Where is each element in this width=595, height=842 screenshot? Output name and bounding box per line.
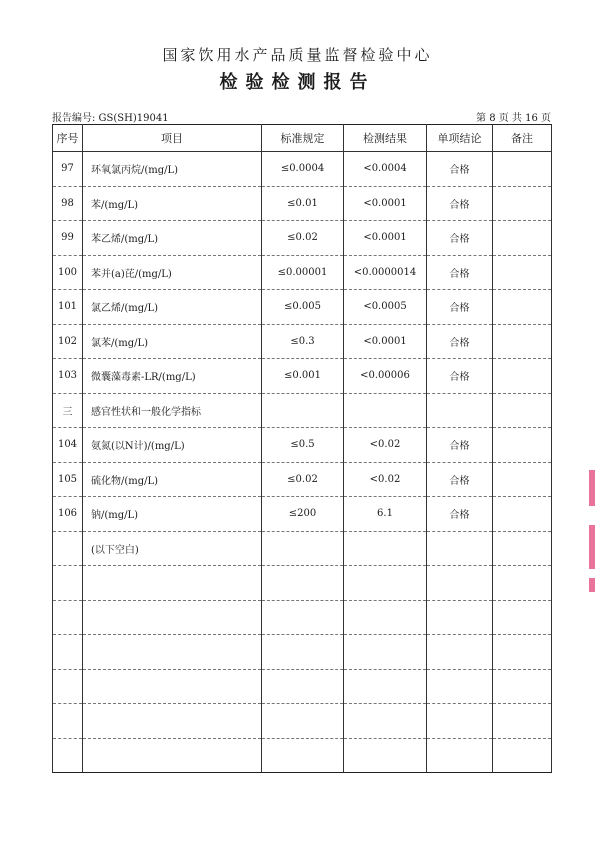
- cell-no: [53, 566, 83, 601]
- cell-result: 6.1: [344, 497, 427, 532]
- cell-no: 100: [53, 255, 83, 290]
- cell-item: 氨氮(以N计)/(mg/L): [83, 428, 262, 463]
- col-header-standard: 标准规定: [262, 125, 344, 152]
- seal-edge-fragment: [589, 470, 595, 506]
- cell-no: [53, 531, 83, 566]
- cell-no: 101: [53, 290, 83, 325]
- cell-no: 105: [53, 462, 83, 497]
- cell-remark: [493, 600, 552, 635]
- cell-remark: [493, 566, 552, 601]
- cell-remark: [493, 221, 552, 256]
- table-row: [53, 669, 552, 704]
- cell-result: [344, 738, 427, 773]
- cell-item: 苯/(mg/L): [83, 186, 262, 221]
- cell-conclusion: 合格: [427, 462, 493, 497]
- cell-conclusion: [427, 738, 493, 773]
- cell-item: 钠/(mg/L): [83, 497, 262, 532]
- cell-standard: [262, 738, 344, 773]
- seal-edge-fragment: [589, 578, 595, 592]
- table-row: [53, 255, 552, 290]
- cell-no: 98: [53, 186, 83, 221]
- cell-result: [344, 393, 427, 428]
- cell-item: [83, 669, 262, 704]
- cell-standard: ≤0.00001: [262, 255, 344, 290]
- cell-result: [344, 669, 427, 704]
- table-row: [53, 497, 552, 532]
- table-row: [53, 152, 552, 187]
- cell-conclusion: 合格: [427, 324, 493, 359]
- cell-remark: [493, 669, 552, 704]
- col-header-conclusion: 单项结论: [427, 125, 493, 152]
- table-row: [53, 738, 552, 773]
- cell-conclusion: [427, 393, 493, 428]
- table-row: [53, 566, 552, 601]
- cell-result: <0.0001: [344, 324, 427, 359]
- cell-standard: ≤0.005: [262, 290, 344, 325]
- cell-remark: [493, 462, 552, 497]
- cell-standard: [262, 669, 344, 704]
- cell-remark: [493, 704, 552, 739]
- cell-result: [344, 566, 427, 601]
- cell-conclusion: 合格: [427, 428, 493, 463]
- cell-standard: ≤0.02: [262, 221, 344, 256]
- cell-remark: [493, 393, 552, 428]
- table-row: [53, 600, 552, 635]
- report-number: 报告编号: GS(SH)19041: [52, 113, 169, 124]
- col-header-remark: 备注: [493, 125, 552, 152]
- cell-conclusion: [427, 531, 493, 566]
- cell-conclusion: [427, 566, 493, 601]
- cell-standard: [262, 704, 344, 739]
- table-row: [53, 393, 552, 428]
- cell-conclusion: 合格: [427, 221, 493, 256]
- cell-no: 99: [53, 221, 83, 256]
- cell-standard: [262, 393, 344, 428]
- table-row: [53, 635, 552, 670]
- table-row: [53, 221, 552, 256]
- table-row: [53, 704, 552, 739]
- cell-item: 硫化物/(mg/L): [83, 462, 262, 497]
- cell-standard: ≤0.3: [262, 324, 344, 359]
- table-row: [53, 324, 552, 359]
- cell-conclusion: 合格: [427, 290, 493, 325]
- cell-result: [344, 531, 427, 566]
- col-header-no: 序号: [53, 125, 83, 152]
- cell-standard: [262, 600, 344, 635]
- cell-item: [83, 738, 262, 773]
- cell-conclusion: 合格: [427, 359, 493, 394]
- col-header-item: 项目: [83, 125, 262, 152]
- cell-conclusion: [427, 600, 493, 635]
- cell-remark: [493, 324, 552, 359]
- cell-item: 苯乙烯/(mg/L): [83, 221, 262, 256]
- cell-standard: [262, 635, 344, 670]
- cell-remark: [493, 497, 552, 532]
- table-row: [53, 531, 552, 566]
- cell-standard: ≤0.0004: [262, 152, 344, 187]
- cell-no: [53, 600, 83, 635]
- cell-remark: [493, 186, 552, 221]
- cell-standard: [262, 531, 344, 566]
- cell-item: (以下空白): [83, 531, 262, 566]
- cell-standard: ≤200: [262, 497, 344, 532]
- cell-no: [53, 635, 83, 670]
- page-indicator: 第 8 页 共 16 页: [476, 113, 551, 124]
- cell-no: [53, 669, 83, 704]
- cell-no: 104: [53, 428, 83, 463]
- cell-item: [83, 704, 262, 739]
- cell-no: 103: [53, 359, 83, 394]
- cell-conclusion: [427, 669, 493, 704]
- cell-conclusion: 合格: [427, 497, 493, 532]
- cell-remark: [493, 531, 552, 566]
- cell-no: 三: [53, 393, 83, 428]
- cell-no: [53, 704, 83, 739]
- cell-no: 97: [53, 152, 83, 187]
- cell-result: <0.02: [344, 462, 427, 497]
- table-row: [53, 290, 552, 325]
- cell-remark: [493, 290, 552, 325]
- cell-result: <0.02: [344, 428, 427, 463]
- document-title: 检验检测报告: [219, 72, 376, 93]
- cell-conclusion: [427, 635, 493, 670]
- cell-item: [83, 600, 262, 635]
- cell-remark: [493, 428, 552, 463]
- table-row: [53, 186, 552, 221]
- cell-remark: [493, 152, 552, 187]
- cell-standard: ≤0.001: [262, 359, 344, 394]
- cell-item: 氯乙烯/(mg/L): [83, 290, 262, 325]
- table-row: [53, 462, 552, 497]
- org-name: 国家饮用水产品质量监督检验中心: [162, 46, 433, 64]
- table-header-row: [53, 125, 552, 152]
- col-header-result: 检测结果: [344, 125, 427, 152]
- cell-item: [83, 566, 262, 601]
- cell-no: 106: [53, 497, 83, 532]
- cell-item: 环氧氯丙烷/(mg/L): [83, 152, 262, 187]
- cell-result: <0.0001: [344, 221, 427, 256]
- results-table: [52, 124, 552, 773]
- cell-standard: ≤0.01: [262, 186, 344, 221]
- cell-conclusion: 合格: [427, 255, 493, 290]
- cell-result: <0.0005: [344, 290, 427, 325]
- seal-edge-fragment: [589, 525, 595, 569]
- cell-item: 微囊藻毒素-LR/(mg/L): [83, 359, 262, 394]
- table-body: [53, 152, 552, 773]
- cell-item: [83, 635, 262, 670]
- cell-item: 感官性状和一般化学指标: [83, 393, 262, 428]
- cell-standard: ≤0.02: [262, 462, 344, 497]
- table-row: [53, 428, 552, 463]
- cell-result: <0.0000014: [344, 255, 427, 290]
- cell-remark: [493, 255, 552, 290]
- cell-standard: [262, 566, 344, 601]
- cell-conclusion: 合格: [427, 152, 493, 187]
- cell-result: [344, 635, 427, 670]
- cell-conclusion: [427, 704, 493, 739]
- cell-remark: [493, 359, 552, 394]
- cell-result: <0.0004: [344, 152, 427, 187]
- cell-item: 氯苯/(mg/L): [83, 324, 262, 359]
- cell-remark: [493, 738, 552, 773]
- cell-result: [344, 704, 427, 739]
- cell-no: 102: [53, 324, 83, 359]
- cell-item: 苯并(a)芘/(mg/L): [83, 255, 262, 290]
- cell-no: [53, 738, 83, 773]
- table-row: [53, 359, 552, 394]
- cell-conclusion: 合格: [427, 186, 493, 221]
- cell-result: [344, 600, 427, 635]
- cell-result: <0.0001: [344, 186, 427, 221]
- cell-standard: ≤0.5: [262, 428, 344, 463]
- cell-remark: [493, 635, 552, 670]
- cell-result: <0.00006: [344, 359, 427, 394]
